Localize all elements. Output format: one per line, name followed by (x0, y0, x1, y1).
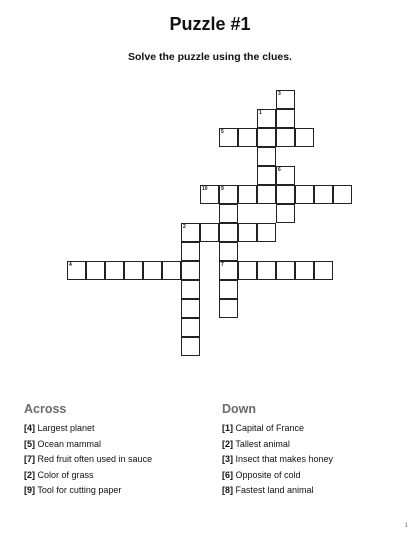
clue-number-label: 3 (278, 91, 281, 97)
grid-cell[interactable] (257, 185, 276, 204)
across-clue (24, 421, 152, 437)
clue-text: Ocean mammal (35, 438, 102, 449)
down-clue (222, 421, 333, 437)
grid-cell[interactable] (257, 147, 276, 166)
across-clue-list (24, 421, 152, 499)
grid-cell[interactable] (238, 185, 257, 204)
down-clue (222, 483, 333, 499)
clue-text: Color of grass (35, 469, 94, 480)
clue-text: Largest planet (35, 423, 95, 433)
grid-cell[interactable] (314, 261, 333, 280)
grid-cell[interactable] (238, 261, 257, 280)
clue-text: Fastest land animal (233, 485, 314, 495)
puzzle-instructions: Solve the puzzle using the clues. (128, 51, 292, 63)
clue-text: Red fruit often used in sauce (35, 454, 153, 464)
across-clues (24, 402, 152, 499)
grid-cell[interactable] (257, 261, 276, 280)
clue-text: Insect that makes honey (233, 454, 334, 464)
grid-cell[interactable] (257, 128, 276, 147)
grid-cell[interactable] (257, 166, 276, 185)
clue-number-label: 9 (221, 186, 224, 192)
grid-cell[interactable] (219, 280, 238, 299)
clue-number-label: 5 (221, 129, 224, 135)
across-clue (24, 468, 152, 484)
clue-text: Opposite of cold (233, 469, 301, 480)
clue-number: [3] (222, 454, 233, 464)
clue-number: [6] (222, 469, 233, 480)
down-clue (222, 437, 333, 453)
down-clue (222, 452, 333, 468)
grid-cell[interactable] (105, 261, 124, 280)
grid-cell[interactable] (181, 242, 200, 261)
grid-cell[interactable] (124, 261, 143, 280)
down-heading: Down (222, 402, 257, 416)
across-heading: Across (24, 402, 67, 416)
across-clue (24, 483, 152, 499)
grid-cell[interactable] (181, 280, 200, 299)
clue-number-label: 10 (202, 186, 208, 192)
down-clue-list (222, 421, 333, 499)
puzzle-title: Puzzle #1 (169, 14, 251, 34)
down-clues (222, 402, 333, 499)
grid-cell[interactable] (276, 261, 295, 280)
grid-cell[interactable] (181, 299, 200, 318)
clue-number-label: 1 (259, 110, 262, 116)
across-clue (24, 452, 152, 468)
grid-cell[interactable] (276, 128, 295, 147)
grid-cell[interactable] (181, 318, 200, 337)
clue-number: [8] (222, 485, 233, 495)
grid-cell[interactable] (219, 223, 238, 242)
clue-number-label: 4 (69, 262, 72, 268)
grid-cell[interactable] (181, 261, 200, 280)
clue-number: [7] (24, 454, 35, 464)
grid-cell[interactable] (295, 185, 314, 204)
clue-number: [1] (222, 423, 233, 433)
clue-text: Tool for cutting paper (35, 485, 122, 495)
clue-number: [5] (24, 438, 35, 449)
down-clue (222, 468, 333, 484)
grid-cell[interactable] (333, 185, 352, 204)
grid-cell[interactable] (276, 109, 295, 128)
grid-cell[interactable] (276, 185, 295, 204)
grid-cell[interactable] (219, 204, 238, 223)
grid-cell[interactable] (295, 128, 314, 147)
clue-number: [4] (24, 423, 35, 433)
grid-cell[interactable] (181, 337, 200, 356)
clue-number: [2] (222, 438, 233, 449)
clue-number: [2] (24, 469, 35, 480)
grid-cell[interactable] (238, 223, 257, 242)
clue-text: Tallest animal (233, 438, 290, 449)
across-clue (24, 437, 152, 453)
grid-cell[interactable] (314, 185, 333, 204)
grid-cell[interactable] (238, 128, 257, 147)
clue-number-label: 7 (221, 262, 224, 268)
clue-number-label: 2 (183, 224, 186, 230)
grid-cell[interactable] (219, 242, 238, 261)
grid-cell[interactable] (86, 261, 105, 280)
grid-cell[interactable] (276, 204, 295, 223)
clue-number: [9] (24, 485, 35, 495)
grid-cell[interactable] (162, 261, 181, 280)
clue-text: Capital of France (233, 423, 305, 433)
clue-number-label: 6 (278, 167, 281, 173)
grid-cell[interactable] (200, 223, 219, 242)
grid-cell[interactable] (219, 299, 238, 318)
grid-cell[interactable] (295, 261, 314, 280)
page-number: 1 (404, 523, 408, 529)
grid-cell[interactable] (257, 223, 276, 242)
grid-cell[interactable] (143, 261, 162, 280)
